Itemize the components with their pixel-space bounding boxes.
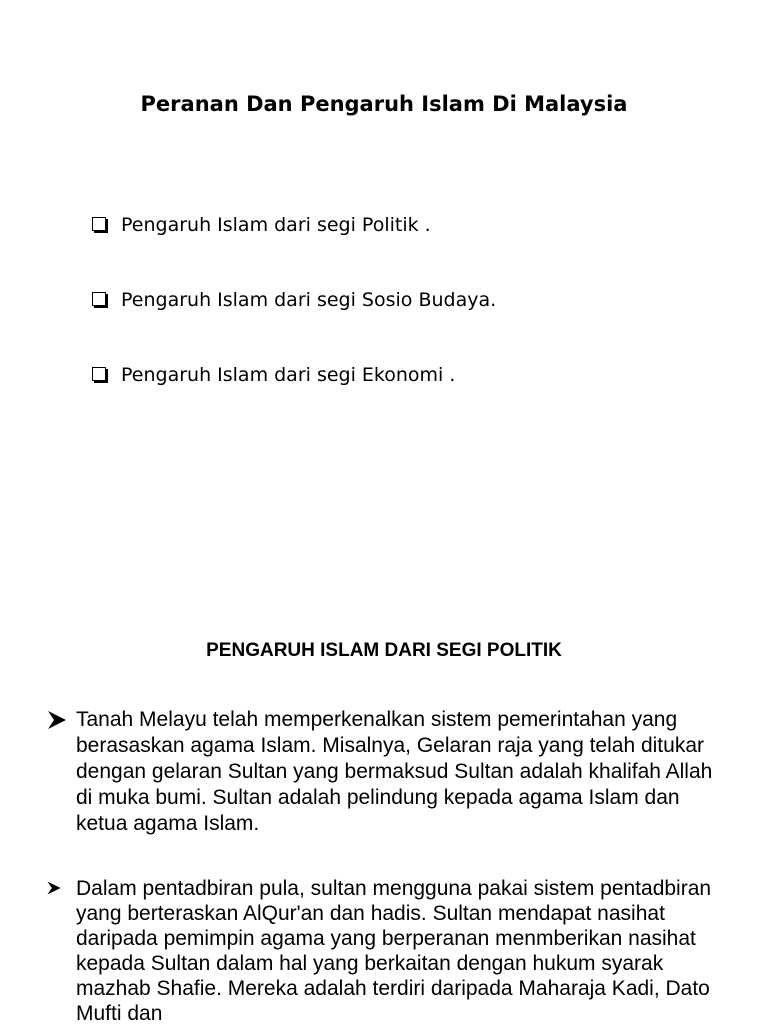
checkbox-icon [92, 292, 106, 306]
bullet-text: Dalam pentadbiran pula, sultan mengguna pakai sistem pentadbiran yang berteraskan AlQur'an dan hadis. Sultan mendapat nasihat daripada pemimpin agama yang berperanan menmberikan nasihat kepada Sultan dalam hal yang berkaitan dengan hukum syarak mazhab Shafie. Mereka adalah terdiri daripada Maharaja Kadi, Dato Mufti dan [76, 877, 712, 1024]
checkbox-icon [92, 367, 106, 381]
page-title: Peranan Dan Pengaruh Islam Di Malaysia [140, 92, 628, 116]
outline-item-text: Pengaruh Islam dari segi Politik . [121, 214, 431, 236]
bullet-text: Tanah Melayu telah memperkenalkan sistem pemerintahan yang berasaskan agama Islam. Misalnya, Gelaran raja yang telah ditukar dengan gelaran Sultan yang bermaksud Sultan adalah khalifah Allah di muka bumi. Sultan adalah pelindung kepada agama Islam dan ketua agama Islam. [76, 708, 713, 835]
arrow-bullet-icon [46, 880, 62, 896]
checkbox-icon [92, 217, 106, 231]
bullet-item [46, 707, 726, 837]
arrow-bullet-icon [46, 709, 68, 731]
outline-item-text: Pengaruh Islam dari segi Sosio Budaya. [121, 289, 497, 311]
outline-item-text: Pengaruh Islam dari segi Ekonomi . [121, 364, 456, 386]
bullet-item [46, 876, 726, 1024]
section-heading: PENGARUH ISLAM DARI SEGI POLITIK [206, 640, 562, 661]
